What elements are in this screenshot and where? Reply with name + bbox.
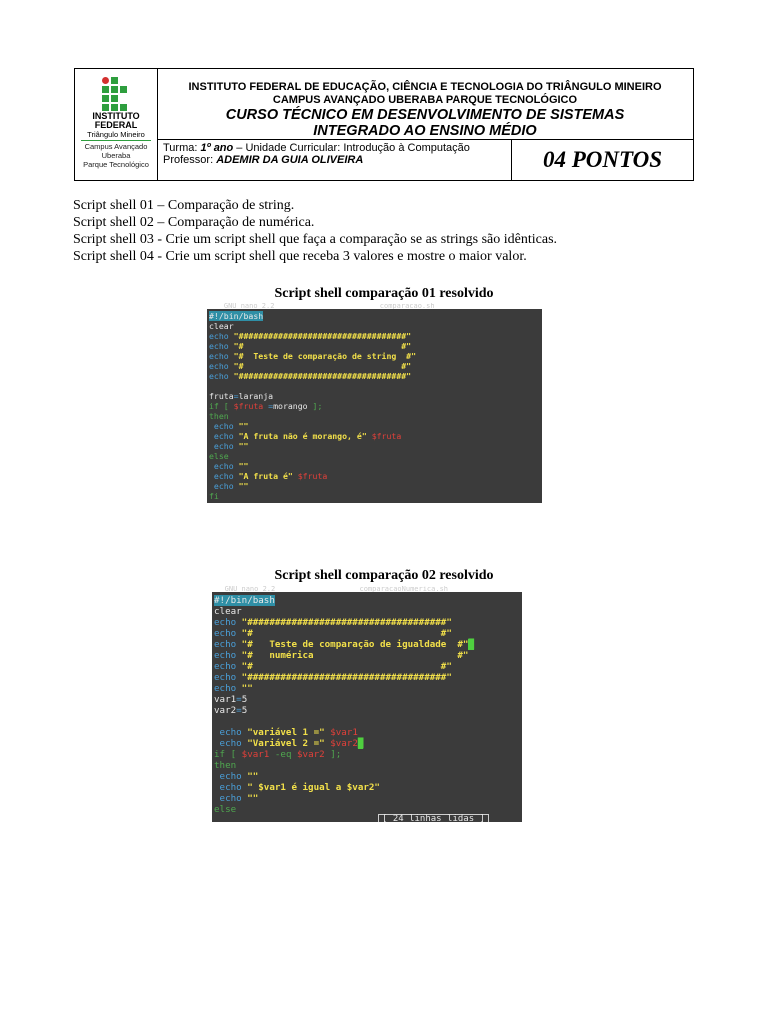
logo-text-federal: FEDERAL	[94, 120, 138, 130]
task-line-1: Script shell 01 – Comparação de string.	[73, 198, 295, 213]
logo-text-instituto: INSTITUTO	[92, 111, 140, 121]
nano-status-message: [ 24 linhas lidas ]	[378, 814, 489, 822]
task-line-3: Script shell 03 - Crie um script shell que faça a comparação se as strings são idênticas.	[73, 232, 558, 247]
figure-2-caption: Script shell comparação 02 resolvido	[274, 568, 494, 583]
logo-text-region: Triângulo Mineiro	[87, 130, 145, 139]
figure-1-caption: Script shell comparação 01 resolvido	[274, 286, 494, 301]
points-value: 04 PONTOS	[542, 147, 663, 172]
institution-name: INSTITUTO FEDERAL DE EDUCAÇÃO, CIÊNCIA E TECNOLOGIA DO TRIÂNGULO MINEIRO	[188, 81, 662, 93]
logo-mark-icon	[102, 77, 128, 109]
header-details	[157, 140, 693, 180]
task-line-4: Script shell 04 - Crie um script shell que receba 3 valores e mostre o maior valor.	[73, 249, 527, 264]
header-info	[157, 69, 693, 180]
figure-1-terminal-screenshot: #!/bin/bash clear echo "##################################" echo "# #" echo "# Teste de comparação de string #" echo "# #" echo "##################################" fruta=laranja if [ $fruta =morango ]; then echo "" echo "A fruta não é morango, é" $fruta echo "" else echo "" echo "A fruta é" $fruta echo "" fi	[207, 309, 542, 503]
campus-name: CAMPUS AVANÇADO UBERABA PARQUE TECNOLÓGICO	[272, 94, 578, 106]
course-subtitle: INTEGRADO AO ENSINO MÉDIO	[313, 123, 537, 139]
header-titles	[157, 69, 693, 140]
class-info: Turma: 1º ano – Unidade Curricular: Introdução à Computação	[163, 142, 470, 154]
logo-divider	[81, 140, 151, 141]
task-line-2: Script shell 02 – Comparação de numérica.	[73, 215, 315, 230]
document-header	[74, 68, 694, 181]
points-box	[511, 140, 693, 180]
figure-2-terminal-screenshot: #!/bin/bash clear echo "####################################" echo "# #" echo "# Teste de comparação de igualdade #"█ echo "# numérica #" echo "# #" echo "####################################" echo "" var1=5 var2=5 echo "variável 1 =" $var1 echo "Variável 2 =" $var2█ if [ $var1 -eq $var2 ]; then echo "" echo " $var1 é igual a $var2" echo "" else [ 24 linhas lidas ]	[212, 592, 522, 822]
course-title: CURSO TÉCNICO EM DESENVOLVIMENTO DE SISTEMAS	[225, 107, 625, 123]
logo-text-campus: Campus Avançado Uberaba Parque Tecnológico	[83, 142, 149, 169]
figure-1-clipped-titlebar: GNU nano 2.2 comparacao.sh	[207, 303, 435, 309]
institute-logo	[75, 69, 158, 180]
professor-info: Professor: ADEMIR DA GUIA OLIVEIRA	[163, 154, 364, 166]
figure-2-clipped-titlebar: GNU nano 2.2 comparacaoNumerica.sh	[212, 586, 449, 592]
